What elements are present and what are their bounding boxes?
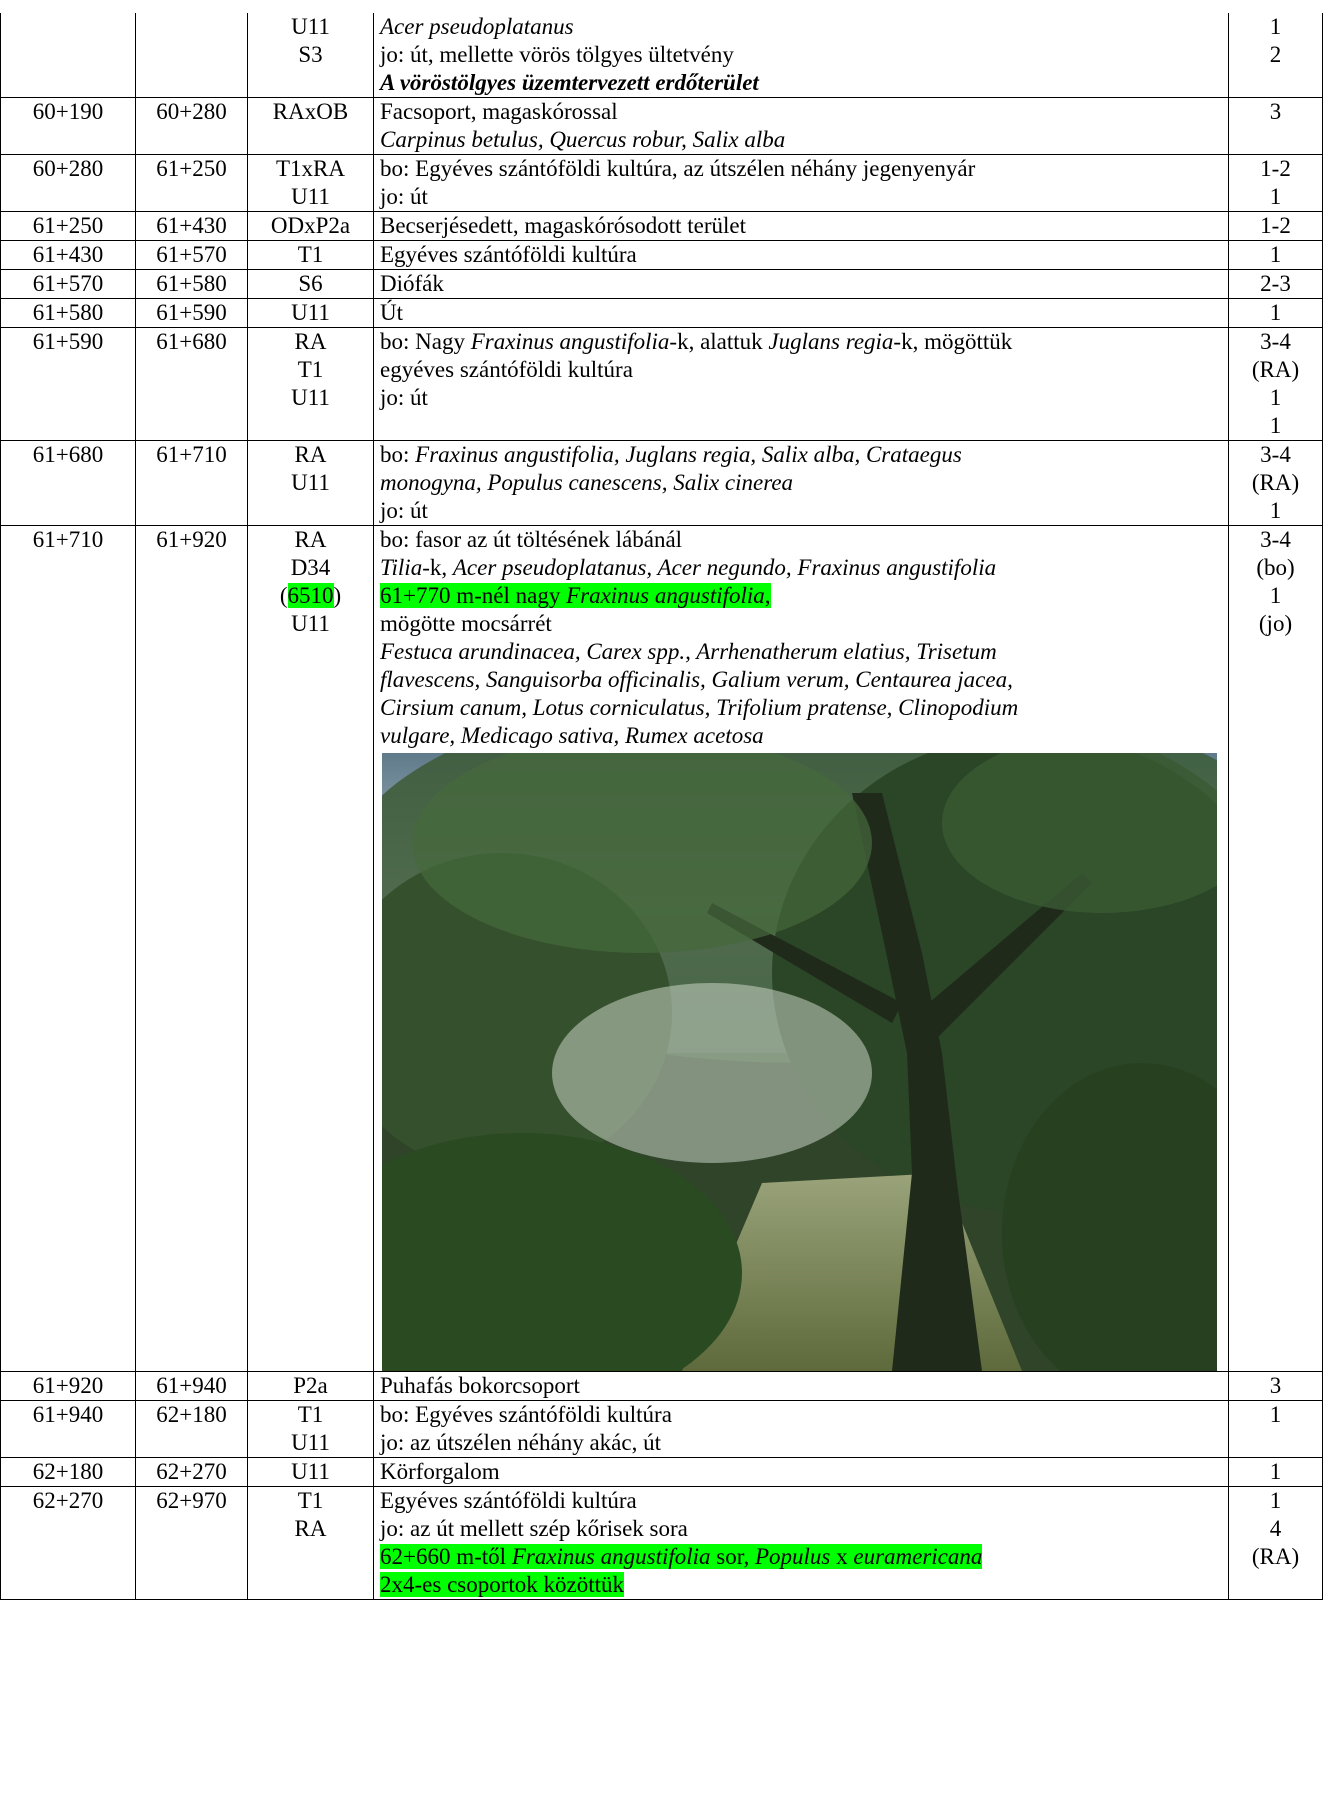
to-station: 61+570 [156, 242, 227, 267]
habitat-table [0, 13, 1323, 1600]
from-station: 62+180 [32, 1459, 104, 1484]
description-line [380, 126, 1224, 154]
habitat-code-cell [248, 270, 374, 299]
text-run: 62+660 m-től [380, 1544, 512, 1569]
habitat-code-cell [248, 1458, 374, 1487]
value-cell [1229, 212, 1323, 241]
table-row [1, 155, 1323, 212]
to-station-cell [136, 328, 248, 441]
table-row [1, 1458, 1323, 1487]
to-station-cell [136, 155, 248, 212]
text-run: -k, mögöttük [893, 329, 1013, 354]
from-station: 62+270 [32, 1488, 104, 1513]
description-line [380, 241, 1224, 269]
habitat-code: S3 [298, 42, 323, 67]
from-station-cell [1, 299, 136, 328]
habitat-code: U11 [291, 1430, 330, 1455]
description-line [380, 1429, 1224, 1457]
value: 1 [1269, 1402, 1282, 1427]
description-cell [374, 1487, 1229, 1600]
description-line [380, 1543, 1224, 1571]
text-run: jo: út, mellette vörös tölgyes ültetvény [380, 42, 734, 67]
text-run: Fraxinus angustifolia [566, 583, 765, 608]
from-station-cell [1, 212, 136, 241]
description-line [380, 1401, 1224, 1429]
value: 2 [1269, 42, 1282, 67]
text-run: jo: az útszélen néhány akác, út [380, 1430, 661, 1455]
habitat-code: T1xRA [276, 156, 345, 181]
description-line [380, 1515, 1224, 1543]
habitat-code: S6 [298, 271, 323, 296]
table-row [1, 1372, 1323, 1401]
habitat-code [252, 582, 369, 610]
value: 1 [1269, 1488, 1282, 1513]
value: 1 [1269, 14, 1282, 39]
description-line [380, 299, 1224, 327]
text-run: Fraxinus angustifolia, Juglans regia, Salix alba, Crataegus [415, 442, 962, 467]
from-station-cell [1, 155, 136, 212]
table-row [1, 13, 1323, 98]
habitat-code: U11 [291, 470, 330, 495]
habitat-code-cell [248, 441, 374, 526]
text-run: Egyéves szántóföldi kultúra [380, 1488, 637, 1513]
habitat-code: U11 [291, 385, 330, 410]
table-row [1, 241, 1323, 270]
table-row [1, 1401, 1323, 1458]
habitat-code: U11 [291, 14, 330, 39]
habitat-code: RA [294, 1516, 327, 1541]
text-run: jo: út [380, 385, 428, 410]
description-line [380, 98, 1224, 126]
table-row [1, 328, 1323, 441]
description-cell [374, 526, 1229, 1372]
habitat-code [252, 554, 369, 582]
text-run: jo: út [380, 498, 428, 523]
description-line [380, 638, 1224, 666]
habitat-code-cell [248, 299, 374, 328]
habitat-code: U11 [291, 300, 330, 325]
to-station-cell [136, 1372, 248, 1401]
from-station: 61+580 [32, 300, 104, 325]
value: (RA) [1251, 470, 1300, 495]
text-run: bo: Egyéves szántóföldi kultúra [380, 1402, 672, 1427]
text-run: Puhafás bokorcsoport [380, 1373, 580, 1398]
from-station: 61+940 [32, 1402, 104, 1427]
text-run: 61+770 m-nél nagy [380, 583, 567, 608]
to-station: 62+970 [156, 1488, 227, 1513]
text-run: euramericana [853, 1544, 983, 1569]
value-cell [1229, 155, 1323, 212]
value: 3 [1269, 99, 1282, 124]
value: 1-2 [1260, 156, 1291, 181]
text-run: Becserjésedett, magaskórósodott terület [380, 213, 746, 238]
to-station-cell [136, 1401, 248, 1458]
description-line [380, 13, 1224, 41]
description-cell [374, 212, 1229, 241]
habitat-code [252, 526, 369, 554]
value: 1 [1269, 413, 1282, 438]
description-cell [374, 98, 1229, 155]
value-cell [1229, 1372, 1323, 1401]
table-row [1, 1487, 1323, 1600]
text-run: egyéves szántóföldi kultúra [380, 357, 633, 382]
text-run: vulgare, Medicago sativa, Rumex acetosa [380, 723, 764, 748]
value: (RA) [1251, 357, 1300, 382]
habitat-code: T1 [297, 1402, 324, 1427]
habitat-code: U11 [291, 1459, 330, 1484]
habitat-code-cell [248, 13, 374, 98]
text-run: D34 [290, 555, 331, 580]
table-row [1, 441, 1323, 526]
from-station-cell [1, 241, 136, 270]
description-line [380, 1372, 1224, 1400]
description-line [380, 41, 1224, 69]
text-run: ( [279, 583, 288, 608]
description-line [380, 554, 1224, 582]
value: 1 [1269, 242, 1282, 267]
text-run: Diófák [380, 271, 444, 296]
from-station-cell [1, 526, 136, 1372]
habitat-code-cell [248, 98, 374, 155]
to-station: 61+680 [156, 329, 227, 354]
text-run: Populus [754, 1544, 831, 1569]
description-line [380, 610, 1224, 638]
to-station: 61+710 [156, 442, 227, 467]
value: 1 [1269, 1459, 1282, 1484]
value: 3-4 [1260, 329, 1291, 354]
from-station: 61+250 [32, 213, 104, 238]
value: 3 [1269, 1373, 1282, 1398]
text-run: jo: az út mellett szép kőrisek sora [380, 1516, 688, 1541]
description-line [380, 469, 1224, 497]
to-station-cell [136, 1458, 248, 1487]
habitat-code-cell [248, 241, 374, 270]
description-cell [374, 155, 1229, 212]
value-cell [1229, 270, 1323, 299]
habitat-code-cell [248, 1401, 374, 1458]
text-run: bo: fasor az út töltésének lábánál [380, 527, 683, 552]
text-run: -k, [422, 555, 453, 580]
to-station-cell [136, 98, 248, 155]
text-run: Körforgalom [380, 1459, 500, 1484]
to-station-cell [136, 241, 248, 270]
description-cell [374, 441, 1229, 526]
text-run: ) [333, 583, 342, 608]
value-cell [1229, 1487, 1323, 1600]
to-station: 61+920 [156, 527, 227, 552]
text-run: bo: [380, 442, 416, 467]
description-line [380, 69, 1224, 97]
table-row [1, 299, 1323, 328]
value-cell [1229, 1458, 1323, 1487]
from-station: 61+570 [32, 271, 104, 296]
description-line [380, 526, 1224, 554]
value-cell [1229, 13, 1323, 98]
text-run: U11 [291, 611, 330, 636]
habitat-code: T1 [297, 242, 324, 267]
to-station: 61+250 [156, 156, 227, 181]
from-station-cell [1, 270, 136, 299]
text-run: RA [294, 527, 327, 552]
description-line [380, 1458, 1224, 1486]
value: 1 [1269, 583, 1282, 608]
habitat-code-cell [248, 1487, 374, 1600]
text-run: Acer pseudoplatanus [380, 14, 574, 39]
value-cell [1229, 299, 1323, 328]
text-run: A vöröstölgyes üzemtervezett erdőterület [380, 70, 759, 95]
description-line [380, 270, 1224, 298]
habitat-code: P2a [293, 1373, 328, 1398]
description-line [380, 666, 1224, 694]
text-run: Fraxinus angustifolia [511, 1544, 711, 1569]
to-station: 61+590 [156, 300, 227, 325]
text-run: sor, [710, 1544, 755, 1569]
habitat-code: T1 [297, 357, 324, 382]
habitat-code-cell [248, 212, 374, 241]
text-run: Carpinus betulus, Quercus robur, Salix alba [380, 127, 786, 152]
description-line [380, 1487, 1224, 1515]
to-station-cell [136, 526, 248, 1372]
text-run: x [830, 1544, 854, 1569]
habitat-code: U11 [291, 184, 330, 209]
value-cell [1229, 526, 1323, 1372]
text-run: 2x4-es csoportok közöttük [380, 1572, 625, 1597]
table-row [1, 270, 1323, 299]
value: 1 [1269, 385, 1282, 410]
table-row [1, 212, 1323, 241]
value: (bo) [1256, 555, 1295, 580]
from-station-cell [1, 441, 136, 526]
description-line [380, 582, 1224, 610]
value-cell [1229, 1401, 1323, 1458]
to-station: 61+580 [156, 271, 227, 296]
description-line [380, 384, 1224, 412]
value-cell [1229, 98, 1323, 155]
to-station: 62+270 [156, 1459, 227, 1484]
to-station-cell [136, 212, 248, 241]
value-cell [1229, 441, 1323, 526]
description-cell [374, 1458, 1229, 1487]
from-station: 61+430 [32, 242, 104, 267]
habitat-code-cell [248, 328, 374, 441]
from-station-cell [1, 1372, 136, 1401]
from-station: 60+280 [32, 156, 104, 181]
to-station-cell [136, 270, 248, 299]
table-row [1, 526, 1323, 1372]
description-cell [374, 270, 1229, 299]
table-row [1, 98, 1323, 155]
text-run: bo: Egyéves szántóföldi kultúra, az útszélen néhány jegenyenyár [380, 156, 976, 181]
from-station-cell [1, 98, 136, 155]
to-station: 61+430 [156, 213, 227, 238]
habitat-code-cell [248, 526, 374, 1372]
from-station-cell [1, 13, 136, 98]
to-station-cell [136, 441, 248, 526]
description-line [380, 183, 1224, 211]
from-station-cell [1, 328, 136, 441]
text-run: 6510 [287, 583, 334, 608]
from-station: 61+920 [32, 1373, 104, 1398]
to-station-cell [136, 299, 248, 328]
text-run: monogyna, Populus canescens, Salix cinerea [380, 470, 794, 495]
description-line [380, 155, 1224, 183]
description-line [380, 328, 1224, 356]
habitat-code: RA [294, 442, 327, 467]
text-run: Acer pseudoplatanus, Acer negundo, Fraxinus angustifolia [452, 555, 997, 580]
text-run: Juglans regia [768, 329, 894, 354]
description-line [380, 441, 1224, 469]
from-station-cell [1, 1458, 136, 1487]
habitat-code: ODxP2a [270, 213, 351, 238]
habitat-code: RAxOB [272, 99, 349, 124]
text-run: -k, alattuk [669, 329, 769, 354]
value: 1-2 [1260, 213, 1291, 238]
text-run: bo: Nagy [380, 329, 471, 354]
tree-photo [382, 753, 1217, 1371]
description-cell [374, 1401, 1229, 1458]
habitat-code-cell [248, 1372, 374, 1401]
value: (jo) [1258, 611, 1293, 636]
value: 3-4 [1260, 442, 1291, 467]
text-run: Festuca arundinacea, Carex spp., Arrhenatherum elatius, Trisetum [380, 639, 997, 664]
from-station-cell [1, 1487, 136, 1600]
from-station: 60+190 [32, 99, 104, 124]
description-cell [374, 241, 1229, 270]
description-cell [374, 13, 1229, 98]
to-station-cell [136, 1487, 248, 1600]
to-station: 60+280 [156, 99, 227, 124]
description-cell [374, 299, 1229, 328]
description-line [380, 497, 1224, 525]
description-line [380, 722, 1224, 750]
description-cell [374, 1372, 1229, 1401]
from-station: 61+590 [32, 329, 104, 354]
from-station-cell [1, 1401, 136, 1458]
habitat-code-cell [248, 155, 374, 212]
to-station-cell [136, 13, 248, 98]
value: 4 [1269, 1516, 1282, 1541]
text-run: Fraxinus angustifolia [470, 329, 670, 354]
value: 3-4 [1260, 527, 1291, 552]
text-run: Cirsium canum, Lotus corniculatus, Trifolium pratense, Clinopodium [380, 695, 1019, 720]
text-run: mögötte mocsárrét [380, 611, 552, 636]
description-line [380, 356, 1224, 384]
text-run: Egyéves szántóföldi kultúra [380, 242, 637, 267]
value: 1 [1269, 300, 1282, 325]
description-cell [374, 328, 1229, 441]
value-cell [1229, 328, 1323, 441]
text-run: Tilia [380, 555, 423, 580]
text-run: Facsoport, magaskórossal [380, 99, 618, 124]
value: (RA) [1251, 1544, 1300, 1569]
habitat-code [252, 610, 369, 638]
text-run: Út [380, 300, 403, 325]
description-line [380, 1571, 1224, 1599]
description-line [380, 694, 1224, 722]
text-run: , [764, 583, 771, 608]
habitat-code: T1 [297, 1488, 324, 1513]
value: 1 [1269, 184, 1282, 209]
text-run: jo: út [380, 184, 428, 209]
value: 2-3 [1260, 271, 1291, 296]
description-line [380, 212, 1224, 240]
habitat-code: RA [294, 329, 327, 354]
from-station: 61+710 [32, 527, 104, 552]
from-station: 61+680 [32, 442, 104, 467]
habitat-table-body [1, 13, 1323, 1600]
text-run: flavescens, Sanguisorba officinalis, Galium verum, Centaurea jacea, [380, 667, 1013, 692]
to-station: 62+180 [156, 1402, 227, 1427]
to-station: 61+940 [156, 1373, 227, 1398]
value-cell [1229, 241, 1323, 270]
value: 1 [1269, 498, 1282, 523]
